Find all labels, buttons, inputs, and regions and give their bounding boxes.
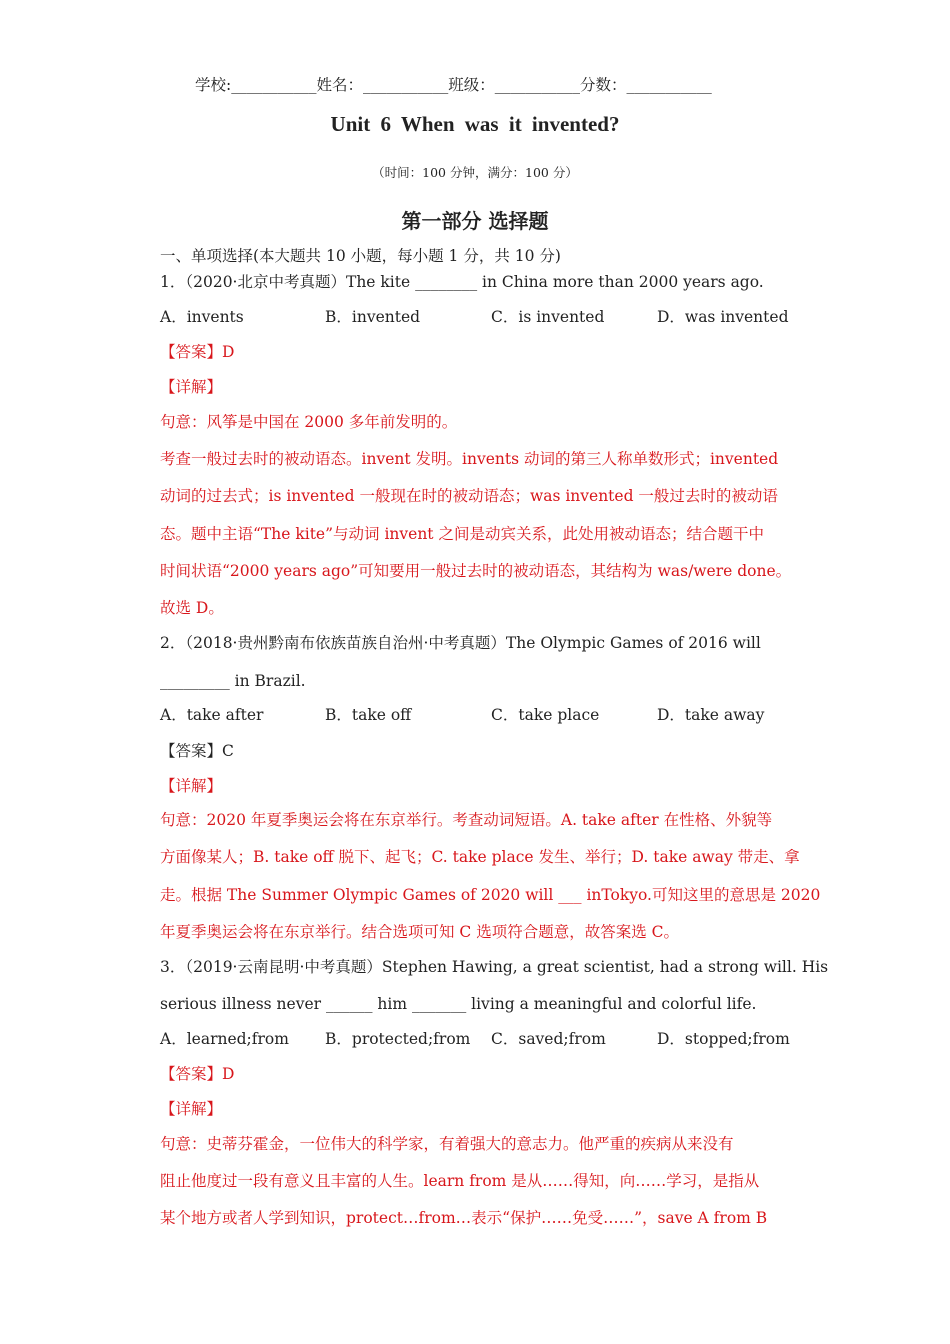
answer-label: 【答案】C (160, 742, 234, 760)
detail-label: 【详解】 (160, 777, 223, 795)
detail-label: 【详解】 (160, 1100, 223, 1118)
explanation-line: 故选 D。 (160, 599, 224, 617)
explanation-line: 阻止他度过一段有意义且丰富的人生。learn from 是从……得知，向……学习，是指从 (160, 1172, 760, 1190)
option-c[interactable]: C．is invented (491, 308, 605, 326)
time-info: （时间：100 分钟，满分：100 分） (372, 165, 578, 180)
explanation-line: 态。题中主语“The kite”与动词 invent 之间是动宾关系，此处用被动语态；结合题干中 (160, 525, 764, 543)
explanation-line: 走。根据 The Summer Olympic Games of 2020 will ___ inTokyo.可知这里的意思是 2020 (160, 886, 821, 904)
question-stem: 3．（2019·云南昆明·中考真题）Stephen Hawing, a great scientist, had a strong will. His (160, 958, 829, 976)
option-a[interactable]: A．learned;from (160, 1030, 289, 1048)
option-d[interactable]: D．was invented (657, 308, 789, 326)
score-field[interactable]: 分数：___________ (580, 76, 712, 94)
option-a[interactable]: A．invents (160, 308, 244, 326)
student-info-line (195, 74, 712, 96)
answer-label: 【答案】D (160, 343, 235, 361)
question-stem: _________ in Brazil. (160, 672, 306, 690)
name-field[interactable]: 姓名：___________ (316, 76, 449, 94)
explanation-line: 句意：史蒂芬霍金，一位伟大的科学家，有着强大的意志力。他严重的疾病从来没有 (160, 1135, 734, 1153)
explanation-line: 时间状语“2000 years ago”可知要用一般过去时的被动语态，其结构为 was/were done。 (160, 562, 792, 580)
question-stem: 1．（2020·北京中考真题）The kite ________ in China more than 2000 years ago. (160, 273, 764, 291)
class-field[interactable]: 班级：___________ (448, 76, 581, 94)
explanation-line: 句意：风筝是中国在 2000 多年前发明的。 (160, 413, 458, 431)
explanation-line: 动词的过去式；is invented 一般现在时的被动语态；was invented 一般过去时的被动语 (160, 487, 778, 505)
option-c[interactable]: C．take place (491, 706, 600, 724)
explanation-line: 年夏季奥运会将在东京举行。结合选项可知 C 选项符合题意，故答案选 C。 (160, 923, 680, 941)
school-field[interactable]: 学校:___________ (195, 76, 317, 94)
option-b[interactable]: B．invented (325, 308, 421, 326)
option-b[interactable]: B．protected;from (325, 1030, 471, 1048)
option-d[interactable]: D．stopped;from (657, 1030, 790, 1048)
detail-label: 【详解】 (160, 378, 223, 396)
option-d[interactable]: D．take away (657, 706, 765, 724)
explanation-line: 方面像某人；B. take off 脱下、起飞；C. take place 发生、举行；D. take away 带走、拿 (160, 848, 800, 866)
section-title: 一、单项选择(本大题共 10 小题，每小题 1 分，共 10 分) (160, 247, 561, 265)
answer-label: 【答案】D (160, 1065, 235, 1083)
option-c[interactable]: C．saved;from (491, 1030, 606, 1048)
question-stem: 2．（2018·贵州黔南布依族苗族自治州·中考真题）The Olympic Games of 2016 will (160, 634, 761, 652)
explanation-line: 考查一般过去时的被动语态。invent 发明。invents 动词的第三人称单数形式；invented (160, 450, 779, 468)
explanation-line: 句意：2020 年夏季奥运会将在东京举行。考查动词短语。A. take after 在性格、外貌等 (160, 811, 773, 829)
explanation-line: 某个地方或者人学到知识，protect…from…表示“保护……免受……”，save A from B (160, 1209, 768, 1227)
option-b[interactable]: B．take off (325, 706, 412, 724)
unit-title: Unit 6 When was it invented? (330, 112, 620, 136)
part-title: 第一部分 选择题 (401, 209, 549, 233)
question-stem: serious illness never ______ him _______ living a meaningful and colorful life. (160, 995, 757, 1013)
option-a[interactable]: A．take after (160, 706, 264, 724)
